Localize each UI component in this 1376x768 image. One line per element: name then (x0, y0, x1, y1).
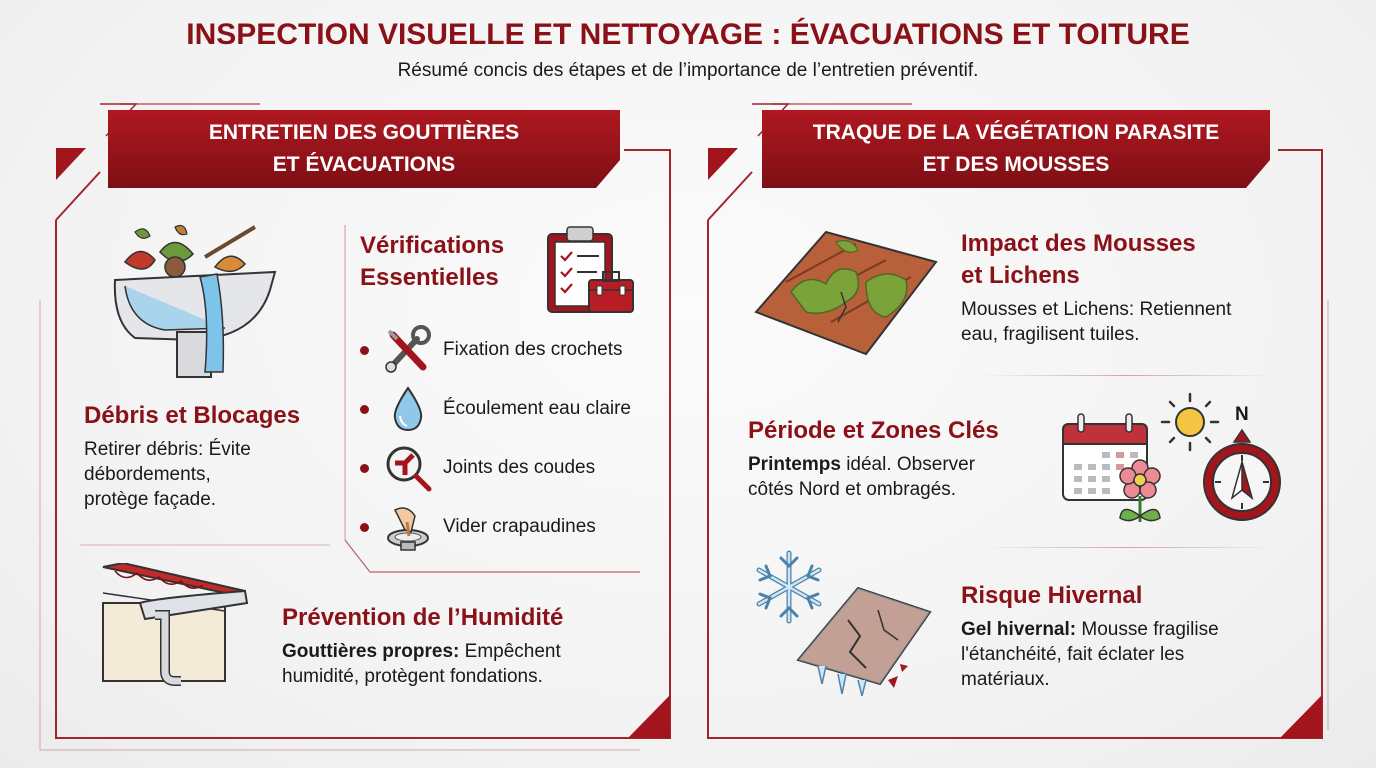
debris-title: Débris et Blocages (84, 402, 301, 429)
page-title: INSPECTION VISUELLE ET NETTOYAGE : ÉVACUATIONS ET TOITURE (186, 18, 1190, 51)
clogged-gutter-icon (105, 222, 285, 382)
wrench-screwdriver-icon (383, 325, 433, 375)
moss-text-line1: Mousses et Lichens: Retiennent (961, 299, 1232, 320)
compass-north-label: N (1235, 404, 1249, 425)
moss-title-line1: Impact des Mousses (961, 230, 1196, 257)
check-item-strainers (360, 502, 596, 552)
checks-title-line2: Essentielles (360, 264, 499, 291)
panel-header-line2: ET ÉVACUATIONS (272, 153, 456, 176)
check-item-label: Joints des coudes (443, 457, 596, 478)
panel-header-vegetation (762, 112, 1270, 186)
bullet-icon (360, 405, 369, 414)
magnifier-elbow-icon (383, 443, 433, 493)
humidity-text-bold: Gouttières propres: (282, 641, 460, 662)
debris-text-line3: protège façade. (84, 489, 217, 510)
period-text-bold: Printemps (748, 454, 841, 475)
panel-header-line1: ENTRETIEN DES GOUTTIÈRES (208, 121, 520, 144)
check-item-hooks (360, 325, 623, 375)
winter-text-bold: Gel hivernal: (961, 619, 1077, 640)
moss-text (961, 297, 1301, 347)
period-title: Période et Zones Clés (748, 417, 999, 444)
moss-title-line2: et Lichens (961, 262, 1080, 289)
roof-gutter-downspout-icon (95, 563, 255, 688)
divider (978, 547, 1278, 548)
winter-text (961, 617, 1291, 692)
humidity-title: Prévention de l’Humidité (282, 604, 564, 631)
panel-vegetation (688, 0, 1376, 768)
bullet-icon (360, 464, 369, 473)
humidity-text-line2: humidité, protègent fondations. (282, 666, 543, 687)
check-item-label: Écoulement eau claire (443, 398, 631, 419)
winter-text-rest: Mousse fragilise (1076, 619, 1219, 640)
checks-title-line1: Vérifications (360, 232, 505, 259)
debris-text (84, 437, 334, 512)
panel-header-gutters (108, 112, 620, 186)
winter-title: Risque Hivernal (961, 582, 1143, 609)
period-text-line2: côtés Nord et ombragés. (748, 479, 957, 500)
panel-header-line2: ET DES MOUSSES (922, 153, 1110, 176)
period-text (748, 452, 1038, 502)
hand-strainer-icon (383, 502, 433, 552)
panel-header-line1: TRAQUE DE LA VÉGÉTATION PARASITE (812, 121, 1220, 144)
compass-icon (1200, 428, 1284, 524)
debris-text-line1: Retirer débris: Évite (84, 439, 251, 460)
check-item-elbow-joints (360, 443, 595, 493)
check-item-label: Vider crapaudines (443, 516, 596, 537)
mossy-tiles-icon (746, 222, 946, 362)
winter-text-line3: matériaux. (961, 669, 1050, 690)
water-drop-icon (383, 384, 433, 434)
moss-text-line2: eau, fragilisent tuiles. (961, 324, 1140, 345)
winter-text-line2: l'étanchéité, fait éclater les (961, 644, 1185, 665)
humidity-text-rest: Empêchent (459, 641, 561, 662)
divider (978, 375, 1278, 376)
bullet-icon (360, 346, 369, 355)
frozen-broken-tile-icon (788, 580, 938, 700)
calendar-flower-icon (1058, 410, 1173, 525)
page-subtitle: Résumé concis des étapes et de l’importance de l’entretien préventif. (397, 60, 979, 81)
bullet-icon (360, 523, 369, 532)
period-text-rest: idéal. Observer (840, 454, 976, 475)
checks-title (360, 230, 504, 294)
moss-title (961, 228, 1196, 292)
clipboard-toolbox-icon (545, 224, 635, 316)
check-item-label: Fixation des crochets (443, 339, 623, 360)
debris-text-line2: débordements, (84, 464, 211, 485)
check-item-water-flow (360, 384, 631, 434)
humidity-text (282, 639, 642, 689)
